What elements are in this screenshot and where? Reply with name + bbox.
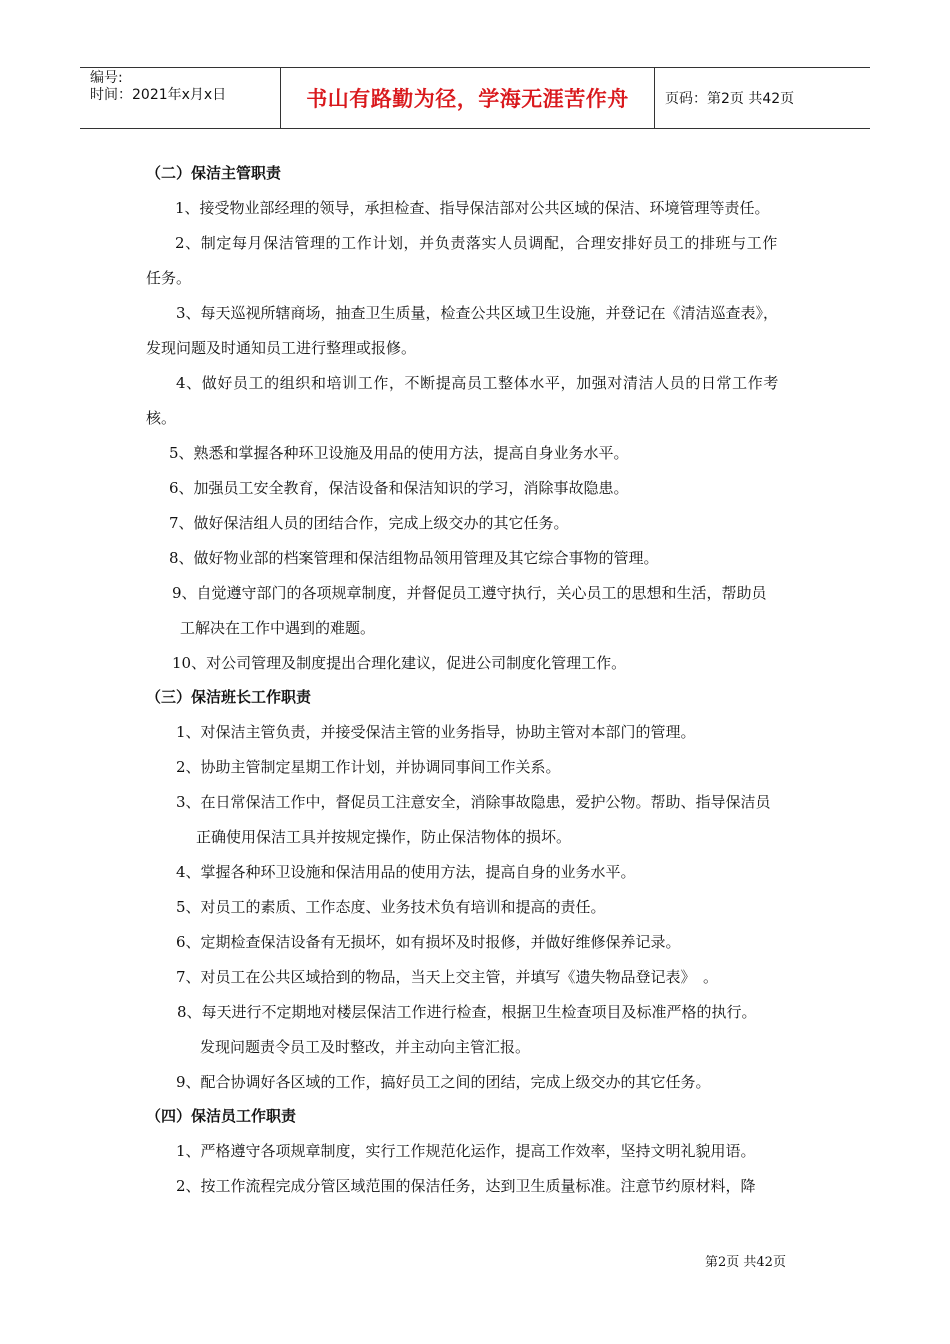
paragraph-line: 4、掌握各种环卫设施和保洁用品的使用方法，提高自身的业务水平。 bbox=[176, 863, 636, 881]
header-motto: 书山有路勤为径，学海无涯苦作舟 bbox=[281, 68, 655, 128]
paragraph-line: 正确使用保洁工具并按规定操作，防止保洁物体的损坏。 bbox=[196, 828, 572, 846]
page-header bbox=[80, 67, 870, 129]
paragraph-line: 6、加强员工安全教育，保洁设备和保洁知识的学习，消除事故隐患。 bbox=[169, 479, 629, 497]
paragraph-line: 1、严格遵守各项规章制度，实行工作规范化运作，提高工作效率，坚持文明礼貌用语。 bbox=[176, 1142, 756, 1160]
paragraph-line: 8、做好物业部的档案管理和保洁组物品领用管理及其它综合事物的管理。 bbox=[169, 549, 659, 567]
paragraph-line: 2、协助主管制定星期工作计划，并协调同事间工作关系。 bbox=[176, 758, 561, 776]
page-footer: 第2页 共42页 bbox=[705, 1255, 786, 1270]
date-label: 时间：2021年x月x日 bbox=[90, 87, 227, 103]
paragraph-line: 10、对公司管理及制度提出合理化建议，促进公司制度化管理工作。 bbox=[172, 654, 627, 672]
paragraph-line: 7、对员工在公共区域拾到的物品，当天上交主管，并填写《遗失物品登记表》 。 bbox=[176, 968, 719, 986]
paragraph-line: 9、自觉遵守部门的各项规章制度，并督促员工遵守执行，关心员工的思想和生活，帮助员 bbox=[172, 584, 767, 602]
paragraph-line: 1、对保洁主管负责，并接受保洁主管的业务指导，协助主管对本部门的管理。 bbox=[176, 723, 696, 741]
paragraph-line: 1、接受物业部经理的领导，承担检查、指导保洁部对公共区域的保洁、环境管理等责任。 bbox=[175, 199, 770, 217]
paragraph-line: 工解决在工作中遇到的难题。 bbox=[180, 619, 376, 637]
section-heading: （二）保洁主管职责 bbox=[146, 164, 282, 182]
header-meta bbox=[80, 68, 281, 128]
paragraph-line: 3、在日常保洁工作中，督促员工注意安全，消除事故隐患，爱护公物。帮助、指导保洁员 bbox=[176, 793, 771, 811]
paragraph-line: 7、做好保洁组人员的团结合作，完成上级交办的其它任务。 bbox=[169, 514, 569, 532]
paragraph-line: 4、做好员工的组织和培训工作，不断提高员工整体水平，加强对清洁人员的日常工作考 bbox=[176, 374, 779, 392]
paragraph-line: 2、制定每月保洁管理的工作计划，并负责落实人员调配，合理安排好员工的排班与工作 bbox=[175, 234, 778, 252]
paragraph-line: 核。 bbox=[146, 409, 177, 427]
paragraph-line: 2、按工作流程完成分管区域范围的保洁任务，达到卫生质量标准。注意节约原材料，降 bbox=[176, 1177, 756, 1195]
paragraph-line: 任务。 bbox=[146, 269, 192, 287]
paragraph-line: 发现问题及时通知员工进行整理或报修。 bbox=[146, 339, 417, 357]
paragraph-line: 8、每天进行不定期地对楼层保洁工作进行检查，根据卫生检查项目及标准严格的执行。 bbox=[177, 1003, 757, 1021]
header-page-info: 页码：第2页 共42页 bbox=[665, 91, 795, 107]
paragraph-line: 9、配合协调好各区域的工作，搞好员工之间的团结，完成上级交办的其它任务。 bbox=[176, 1073, 711, 1091]
paragraph-line: 3、每天巡视所辖商场，抽查卫生质量，检查公共区域卫生设施，并登记在《清洁巡查表》， bbox=[176, 304, 779, 322]
section-heading: （三）保洁班长工作职责 bbox=[146, 688, 312, 706]
section-heading: （四）保洁员工作职责 bbox=[146, 1107, 297, 1125]
serial-number-label: 编号: bbox=[90, 70, 123, 86]
paragraph-line: 发现问题责令员工及时整改，并主动向主管汇报。 bbox=[200, 1038, 531, 1056]
paragraph-line: 5、熟悉和掌握各种环卫设施及用品的使用方法，提高自身业务水平。 bbox=[169, 444, 629, 462]
paragraph-line: 5、对员工的素质、工作态度、业务技术负有培训和提高的责任。 bbox=[176, 898, 606, 916]
paragraph-line: 6、定期检查保洁设备有无损坏，如有损坏及时报修，并做好维修保养记录。 bbox=[176, 933, 681, 951]
